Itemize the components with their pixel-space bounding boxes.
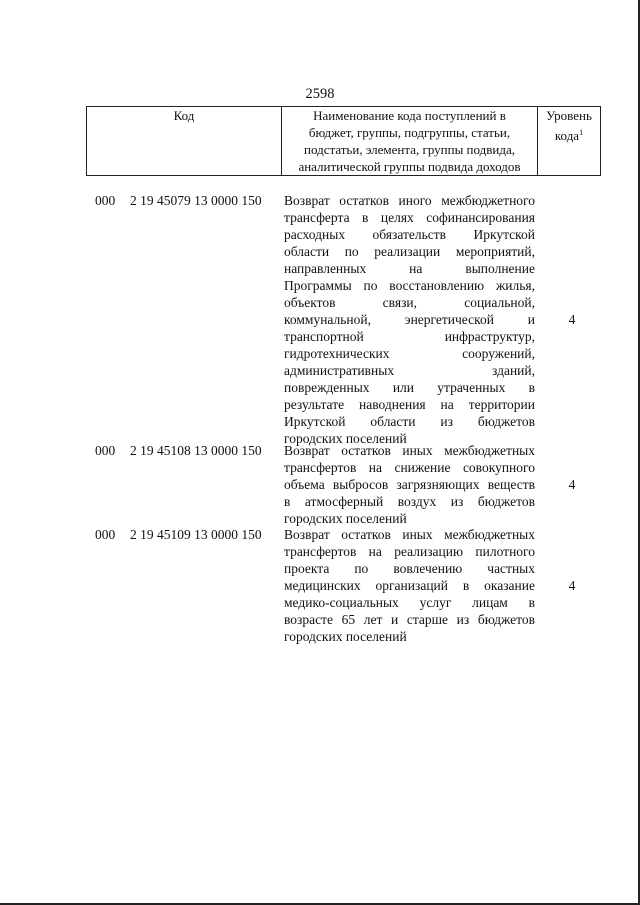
desc-line: Возврат остатков иных межбюджетных <box>284 443 535 458</box>
table-header <box>86 106 601 176</box>
desc-line: городских поселений <box>284 511 407 526</box>
desc-line: Возврат остатков иного межбюджетного <box>284 193 535 208</box>
row-prefix: 000 <box>95 193 116 208</box>
row-code: 2 19 45108 13 0000 150 <box>130 443 262 458</box>
desc-line: транспортной инфраструктур, <box>284 329 535 344</box>
desc-line: области по реализации мероприятий, <box>284 244 535 259</box>
desc-line: возрасте 65 лет и старше из бюджетов <box>284 612 535 627</box>
desc-line: гидротехнических сооружений, <box>284 346 535 361</box>
desc-line: городских поселений <box>284 629 407 644</box>
row-prefix: 000 <box>95 443 116 458</box>
desc-line: трансфертов на снижение совокупного <box>284 460 535 475</box>
desc-line: проекта по вовлечению частных <box>284 561 535 576</box>
header-code <box>87 107 282 176</box>
row-level: 4 <box>568 578 576 593</box>
header-level-line <box>540 124 598 144</box>
desc-line: коммунальной, энергетической и <box>284 312 535 327</box>
header-name-line: подстатьи, элемента, группы подвида, <box>304 142 515 157</box>
desc-line: городских поселений <box>284 431 407 446</box>
header-level-text: кода <box>554 128 580 143</box>
row-prefix: 000 <box>95 527 116 542</box>
desc-line: медицинских организаций в оказание <box>284 578 535 593</box>
desc-line: Иркутской области из бюджетов <box>284 414 535 429</box>
row-code: 2 19 45109 13 0000 150 <box>130 527 262 542</box>
header-name-line: аналитической группы подвида доходов <box>298 159 521 174</box>
row-description <box>284 526 535 645</box>
desc-line: результате наводнения на территории <box>284 397 535 412</box>
row-code: 2 19 45079 13 0000 150 <box>130 193 262 208</box>
desc-line: Возврат остатков иных межбюджетных <box>284 527 535 542</box>
desc-line: расходных обязательств Иркутской <box>284 227 535 242</box>
row-description <box>284 442 535 527</box>
desc-line: объема выбросов загрязняющих веществ <box>284 477 535 492</box>
row-level: 4 <box>568 477 576 492</box>
desc-line: медико-социальных услуг лицам в <box>284 595 535 610</box>
footnote-marker: 1 <box>579 128 584 137</box>
header-level <box>538 107 601 176</box>
desc-line: в атмосферный воздух из бюджетов <box>284 494 535 509</box>
desc-line: административных зданий, <box>284 363 535 378</box>
header-level-line: Уровень <box>546 108 592 123</box>
desc-line: трансфертов на реализацию пилотного <box>284 544 535 559</box>
desc-line: объектов связи, социальной, <box>284 295 535 310</box>
header-name-line: Наименование кода поступлений в <box>313 108 506 123</box>
header-name <box>282 107 538 176</box>
desc-line: трансферта в целях софинансирования <box>284 210 535 225</box>
desc-line: Программы по восстановлению жилья, <box>284 278 535 293</box>
desc-line: направленных на выполнение <box>284 261 535 276</box>
desc-line: поврежденных или утраченных в <box>284 380 535 395</box>
row-level: 4 <box>568 312 576 327</box>
header-code-label: Код <box>173 108 195 123</box>
row-description <box>284 192 535 447</box>
page-number: 2598 <box>305 86 335 102</box>
header-name-line: бюджет, группы, подгруппы, статьи, <box>308 125 511 140</box>
